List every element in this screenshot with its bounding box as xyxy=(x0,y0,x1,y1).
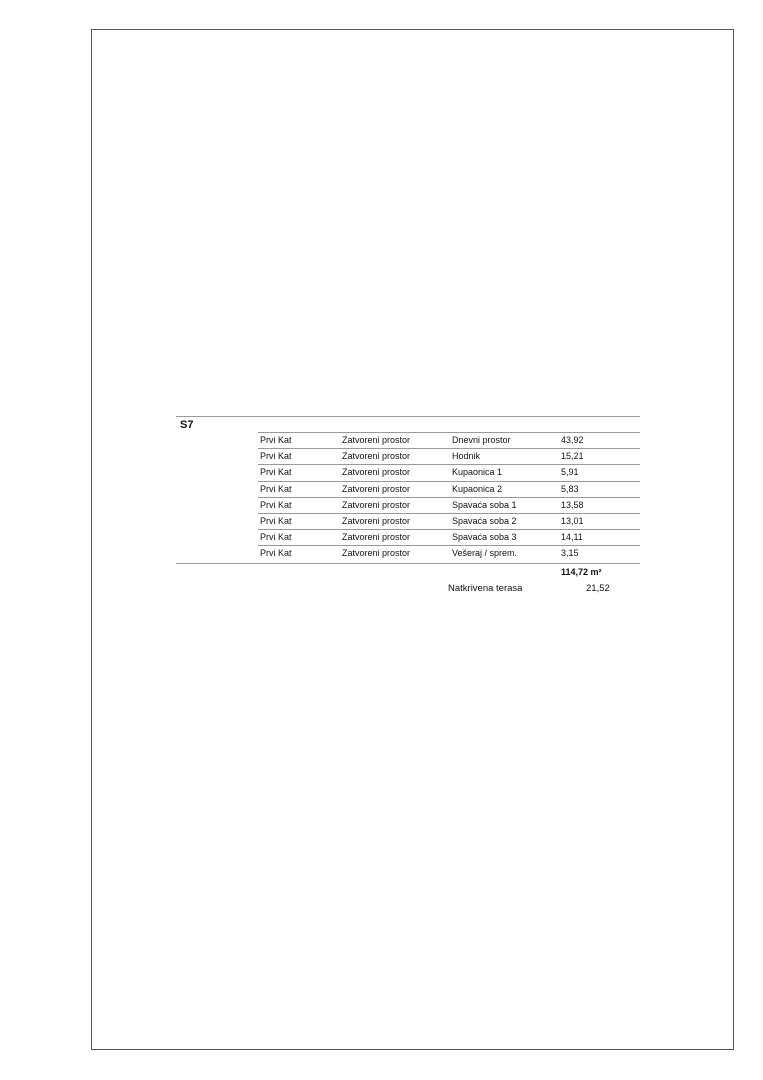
cell-type: Zatvoreni prostor xyxy=(342,435,411,445)
cell-area: 5,83 xyxy=(561,483,579,494)
unit-label: S7 xyxy=(180,419,194,431)
table-row xyxy=(258,448,640,464)
terrace-label: Natkrivena terasa xyxy=(448,583,523,594)
cell-area: 14,11 xyxy=(561,532,583,543)
cell-type: Zatvoreni prostor xyxy=(342,499,411,510)
table-top-rule xyxy=(176,416,640,417)
cell-room: Kupaonica 1 xyxy=(452,467,503,478)
cell-type: Zatvoreni prostor xyxy=(342,548,411,559)
table-bottom-rule xyxy=(176,563,640,564)
table-row xyxy=(258,464,640,480)
cell-type: Zatvoreni prostor xyxy=(342,515,411,526)
cell-room: Spavaća soba 3 xyxy=(452,532,517,543)
cell-type: Zatvoreni prostor xyxy=(342,532,411,543)
cell-area: 5,91 xyxy=(561,467,579,478)
cell-type: Zatvoreni prostor xyxy=(342,467,411,478)
table-row xyxy=(258,432,640,448)
cell-floor: Prvi Kat xyxy=(260,548,292,559)
table-row xyxy=(258,513,640,529)
cell-area: 3,15 xyxy=(561,548,579,559)
cell-area: 13,58 xyxy=(561,499,584,510)
cell-room: Vešeraj / sprem. xyxy=(452,548,518,559)
cell-type: Zatvoreni prostor xyxy=(342,451,411,462)
table-row xyxy=(258,497,640,513)
table-row xyxy=(258,545,640,561)
cell-area: 15,21 xyxy=(561,451,584,462)
table-row xyxy=(258,529,640,545)
cell-floor: Prvi Kat xyxy=(260,515,292,526)
total-area: 114,72 m² xyxy=(561,567,602,577)
cell-floor: Prvi Kat xyxy=(260,467,292,478)
cell-area: 13,01 xyxy=(561,515,584,526)
cell-type: Zatvoreni prostor xyxy=(342,483,411,494)
cell-floor: Prvi Kat xyxy=(260,435,292,445)
cell-room: Spavaća soba 1 xyxy=(452,499,517,510)
table-rows xyxy=(258,432,640,562)
cell-room: Kupaonica 2 xyxy=(452,483,503,494)
cell-room: Hodnik xyxy=(452,451,481,462)
cell-area: 43,92 xyxy=(561,435,584,445)
cell-floor: Prvi Kat xyxy=(260,532,292,543)
cell-room: Dnevni prostor xyxy=(452,435,511,445)
cell-floor: Prvi Kat xyxy=(260,451,292,462)
cell-floor: Prvi Kat xyxy=(260,483,292,494)
cell-room: Spavaća soba 2 xyxy=(452,515,517,526)
table-row xyxy=(258,481,640,497)
terrace-value: 21,52 xyxy=(586,583,610,594)
cell-floor: Prvi Kat xyxy=(260,499,292,510)
